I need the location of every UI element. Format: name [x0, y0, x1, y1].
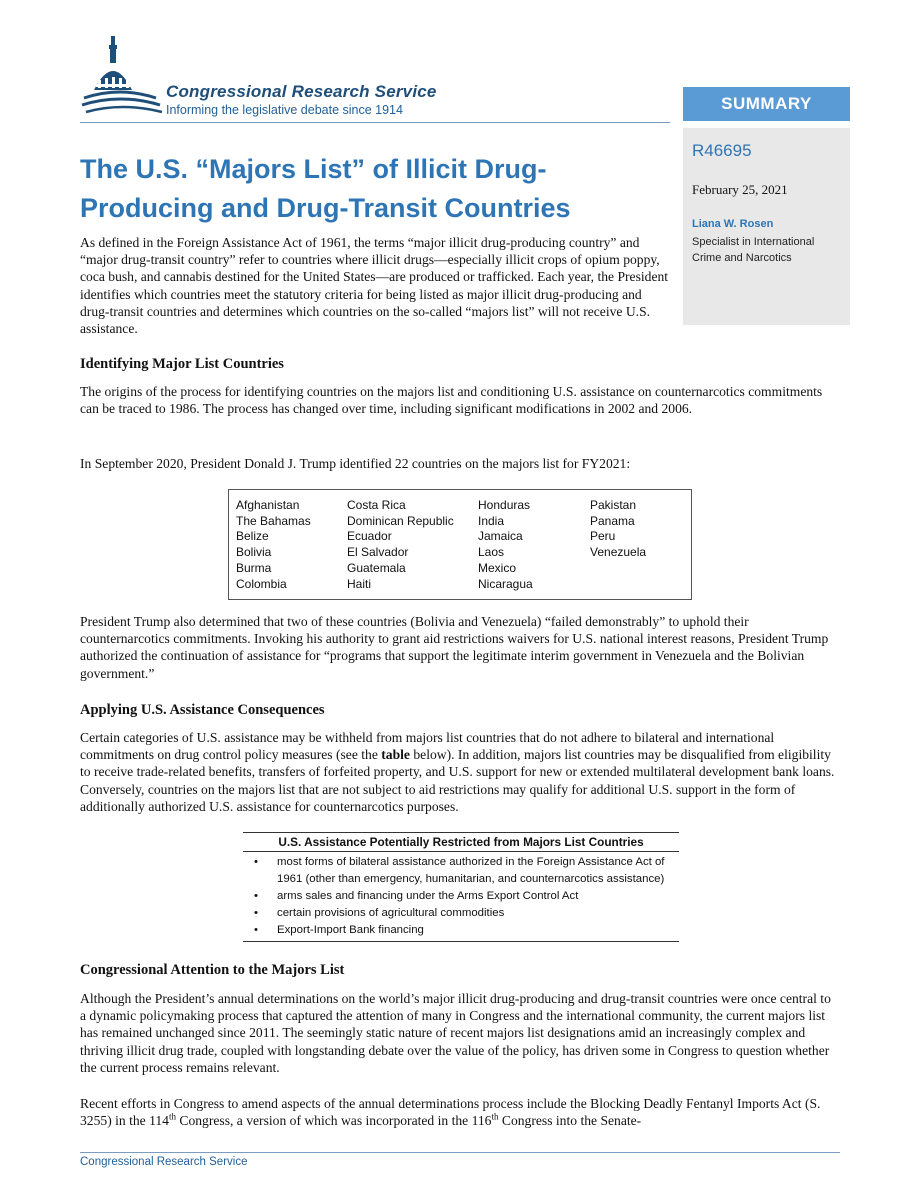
org-tagline: Informing the legislative debate since 1914: [166, 103, 403, 117]
restriction-item: • Export-Import Bank financing: [243, 922, 679, 939]
section1-paragraph-1: The origins of the process for identifying countries on the majors list and conditioning U.S. assistance on counternarcotics commitments can be traced to 1986. The process has changed over time, including significant modifications in 2002 and 2006.: [80, 384, 823, 417]
country-name: Laos: [478, 545, 505, 560]
country-name: Venezuela: [590, 545, 647, 560]
summary-label: SUMMARY: [683, 87, 850, 121]
report-date: February 25, 2021: [692, 182, 788, 197]
country-name: The Bahamas: [236, 513, 311, 528]
restriction-item: • certain provisions of agricultural commodities: [243, 905, 679, 922]
country-name: Colombia: [236, 576, 287, 591]
section-heading-identifying: Identifying Major List Countries: [80, 356, 284, 372]
section-heading-applying: Applying U.S. Assistance Consequences: [80, 702, 325, 718]
country-name: Mexico: [478, 560, 517, 575]
majors-list-countries-table: [228, 489, 692, 600]
country-name: Peru: [590, 529, 616, 544]
crs-capitol-dome-logo: [80, 34, 164, 120]
country-name: India: [478, 513, 505, 528]
footer-org-name: Congressional Research Service: [80, 1156, 248, 1168]
section-heading-congressional: Congressional Attention to the Majors List: [80, 962, 345, 978]
country-name: Honduras: [478, 498, 531, 512]
org-name: Congressional Research Service: [166, 82, 437, 101]
section1-paragraph-2: In September 2020, President Donald J. Trump identified 22 countries on the majors list for FY2021:: [80, 456, 631, 471]
country-name: Burma: [236, 560, 272, 575]
country-name: Haiti: [347, 576, 372, 591]
country-name: Bolivia: [236, 545, 272, 560]
restrictions-list: [243, 852, 679, 942]
country-name: Afghanistan: [236, 498, 300, 512]
restriction-item: • most forms of bilateral assistance authorized in the Foreign Assistance Act of 1961 (other than emergency, humanitarian, and counternarcotics assistance): [243, 854, 679, 888]
table-reference: table: [381, 747, 410, 763]
country-name: El Salvador: [347, 545, 409, 560]
restrictions-table: [243, 832, 679, 942]
footer-divider: [80, 1152, 840, 1153]
section2-paragraph: [80, 729, 840, 815]
countries-column-1: [236, 498, 311, 592]
section2-text-a: Certain categories of U.S. assistance may be withheld from majors list countries that do not adhere to bilateral and international commitments on drug control policy measures (see the: [80, 730, 775, 763]
author-title: Specialist in International Crime and Narcotics: [692, 236, 815, 264]
page-title: The U.S. “Majors List” of Illicit Drug-Producing and Drug-Transit Countries: [80, 154, 571, 223]
intro-paragraph: As defined in the Foreign Assistance Act of 1961, the terms “major illicit drug-producing country” and “major drug-transit country” refer to countries where illicit drugs—especially illicit crops of opium poppy, coca bush, and cannabis destined for the United States—are produced or trafficked. Each year, the President identifies which countries meet the statutory criteria for being listed as major illicit drug-producing and drug-transit countries and determines which countries on the so-called “majors list” will not receive U.S. assistance.: [80, 235, 669, 337]
country-name: Dominican Republic: [347, 513, 454, 528]
country-name: Pakistan: [590, 498, 637, 512]
author-name: Liana W. Rosen: [692, 218, 774, 230]
restriction-item: • arms sales and financing under the Arms Export Control Act: [243, 888, 679, 905]
restrictions-table-title: U.S. Assistance Potentially Restricted from Majors List Countries: [243, 832, 679, 852]
header-divider: [80, 122, 670, 123]
section3-text-b: Congress, a version of which was incorporated in the 116: [176, 1113, 492, 1129]
country-name: Panama: [590, 513, 635, 528]
section2-text-b: below). In addition, majors list countries may be disqualified from eligibility to receive trade-related benefits, transfers of forfeited property, and U.S. support for new or extended multilateral development bank loans. Conversely, countries on the majors list that are not subject to aid restrictions may qualify for additional U.S. support in the form of additionally authorized U.S. assistance for counternarcotics purposes.: [80, 747, 835, 814]
section3-text-a: Recent efforts in Congress to amend aspects of the annual determinations process include the Blocking Deadly Fentanyl Imports Act (S. 3255) in the 114: [80, 1096, 821, 1129]
section1-paragraph-3: President Trump also determined that two of these countries (Bolivia and Venezuela) “failed demonstrably” to uphold their counternarcotics commitments. Invoking his authority to grant aid restrictions waivers for U.S. national interest reasons, President Trump authorized the continuation of assistance for “programs that support the legitimate interim government in Venezuela and the Bolivian government.”: [80, 614, 829, 681]
section3-text-c: Congress into the Senate-: [498, 1113, 642, 1129]
section3-paragraph-1: Although the President’s annual determinations on the world’s major illicit drug-producing and drug-transit countries were once central to a dynamic policymaking process that captured the attention of many in Congress and the international community, the current majors list has remained unchanged since 2011. The seemingly static nature of recent majors list designations amid an increasingly complex and thriving illicit drug trade, coupled with longstanding debate over the value of the policy, has driven some in Congress to question whether the current process remains relevant.: [80, 991, 831, 1075]
country-name: Guatemala: [347, 560, 406, 575]
countries-column-2: [347, 498, 454, 592]
country-name: Jamaica: [478, 529, 523, 544]
country-name: Nicaragua: [478, 576, 533, 591]
superscript: th: [491, 1111, 499, 1122]
countries-column-3: [478, 498, 533, 592]
superscript: th: [168, 1111, 176, 1122]
country-name: Ecuador: [347, 529, 392, 544]
country-name: Costa Rica: [347, 498, 406, 512]
report-id: R46695: [692, 141, 752, 160]
country-name: Belize: [236, 529, 269, 544]
countries-column-4: [590, 498, 646, 561]
section3-paragraph-2: [80, 1095, 840, 1129]
